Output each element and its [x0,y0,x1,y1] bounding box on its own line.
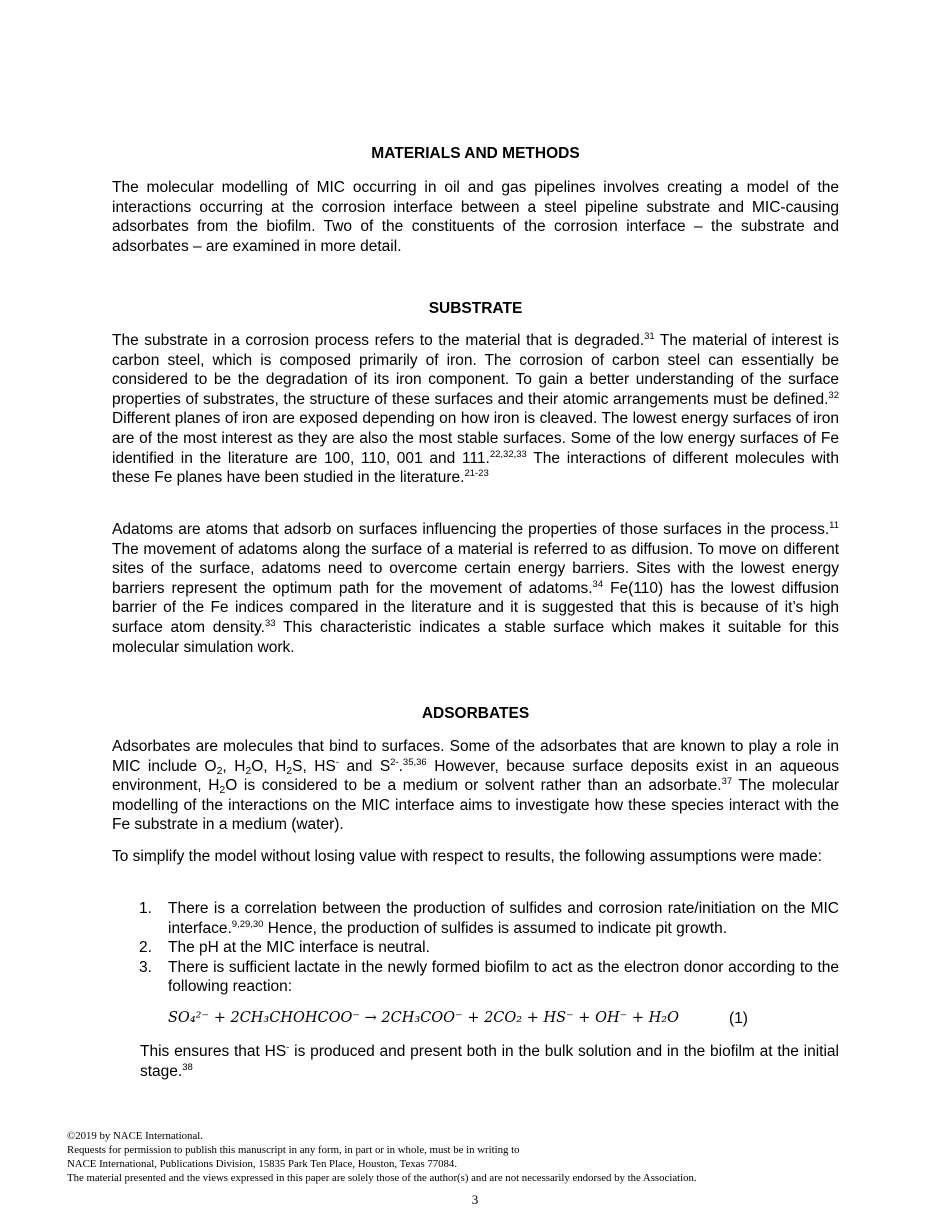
citation: 37 [721,776,733,788]
citation: 33 [264,617,276,629]
equation-number: (1) [729,1010,748,1027]
page-number: 3 [471,1192,479,1207]
footer-line: ©2019 by NACE International. [67,1130,203,1142]
citation: 32 [828,389,839,401]
citation: 21-23 [464,468,489,480]
paragraph-adsorbates-2: To simplify the model without losing value with respect to results, the following assumptions were made: [112,848,822,865]
citation: 34 [592,578,604,590]
footer-line: Requests for permission to publish this manuscript in any form, in part or in whole, must be in writing to [67,1144,520,1156]
list-item: 1. There is a correlation between the production of sulfides and corrosion rate/initiation on the MIC interface.$^{9,29,30}$ Hence, the production of sulfides is assumed to indicate pit growth. [139,900,839,937]
list-item: 2. The pH at the MIC interface is neutral. [139,939,430,957]
section-heading-adsorbates: ADSORBATES [421,705,530,722]
assumptions-list [112,899,839,997]
citation: 22,32,33 [489,448,527,460]
copyright-footer [67,1129,887,1185]
paragraph-substrate-1: The substrate in a corrosion process refers to the material that is degraded.$^{31}$ The material of interest is carbon steel, which is composed primarily of iron. The corrosion of carbon steel can essentially be considered to be the degradation of its iron component. To gain a better understanding of the surface properties of substrates, the structure of these surfaces and their atomic arrangements must be defined.$^{32}$ Different planes of iron are exposed depending on how iron is cleaved. The lowest energy surfaces of iron are of the most interest as they are also the most stable surfaces. Some of the low energy surfaces of Fe identified in the literature are 100, 110, 001 and 111.$^{22,32,33}$ The interactions of different molecules with these Fe planes have been studied in the literature.$^{21-23}$ [112,331,839,487]
paragraph-substrate-2: Adatoms are atoms that adsorb on surfaces influencing the properties of those surfaces in the process.$^{11}$ The movement of adatoms along the surface of a material is referred to as diffusion. To move on different sites of the surface, adatoms need to overcome certain energy barriers. Sites with the lowest energy barriers represent the optimum path for the movement of adatoms.$^{34}$ Fe(110) has the lowest diffusion barrier of the Fe indices compared in the literature and it is suggested that this is because of it’s high surface atom density.$^{33}$ This characteristic indicates a stable surface which makes it suitable for this molecular simulation work. [112,520,840,656]
citation: 31 [644,331,655,342]
reaction-equation [168,1010,839,1026]
section-heading-substrate: SUBSTRATE [428,300,523,317]
citation: 35,36 [402,756,427,768]
footer-line: NACE International, Publications Division, 15835 Park Ten Place, Houston, Texas 77084. [67,1158,458,1170]
paragraph-adsorbates-1: Adsorbates are molecules that bind to surfaces. Some of the adsorbates that are known to play a role in MIC include $O_2$, $H_2O$, $H_2S$, HS- and $S^{2-}.^{35,36}$ However, because surface deposits exist in an aqueous environment, $H_2O$ is considered to be a medium or solvent rather than an adsorbate.$^{37}$ The molecular modelling of the interactions on the MIC interface aims to investigate how these species interact with the Fe substrate in a medium (water). [112,738,840,834]
paragraph-materials-intro: The molecular modelling of MIC occurring in oil and gas pipelines involves creating a model of the interactions occurring at the corrosion interface between a steel pipeline substrate and MIC-causing adsorbates from the biofilm. Two of the constituents of the corrosion interface – the substrate and adsorbates – are examined in more detail. [112,179,839,255]
citation: 38 [182,1061,193,1073]
list-item: 3. There is sufficient lactate in the newly formed biofilm to act as the electron donor according to the following reaction: [139,958,839,996]
section-heading-materials-methods: MATERIALS AND METHODS [371,145,580,162]
equation-text: SO₄²⁻ + 2CH₃CHOHCOO⁻ → 2CH₃COO⁻ + 2CO₂ + HS⁻ + OH⁻ + H₂O [168,1010,679,1026]
citation: 9,29,30 [231,918,264,930]
paragraph-adsorbates-3: This ensures that HS- is produced and present both in the bulk solution and in the biofilm at the initial stage.$^{38}$ [140,1042,839,1080]
footer-line: The material presented and the views expressed in this paper are solely those of the author(s) and are not necessarily endorsed by the Association. [67,1172,697,1184]
citation: 11 [829,520,839,531]
